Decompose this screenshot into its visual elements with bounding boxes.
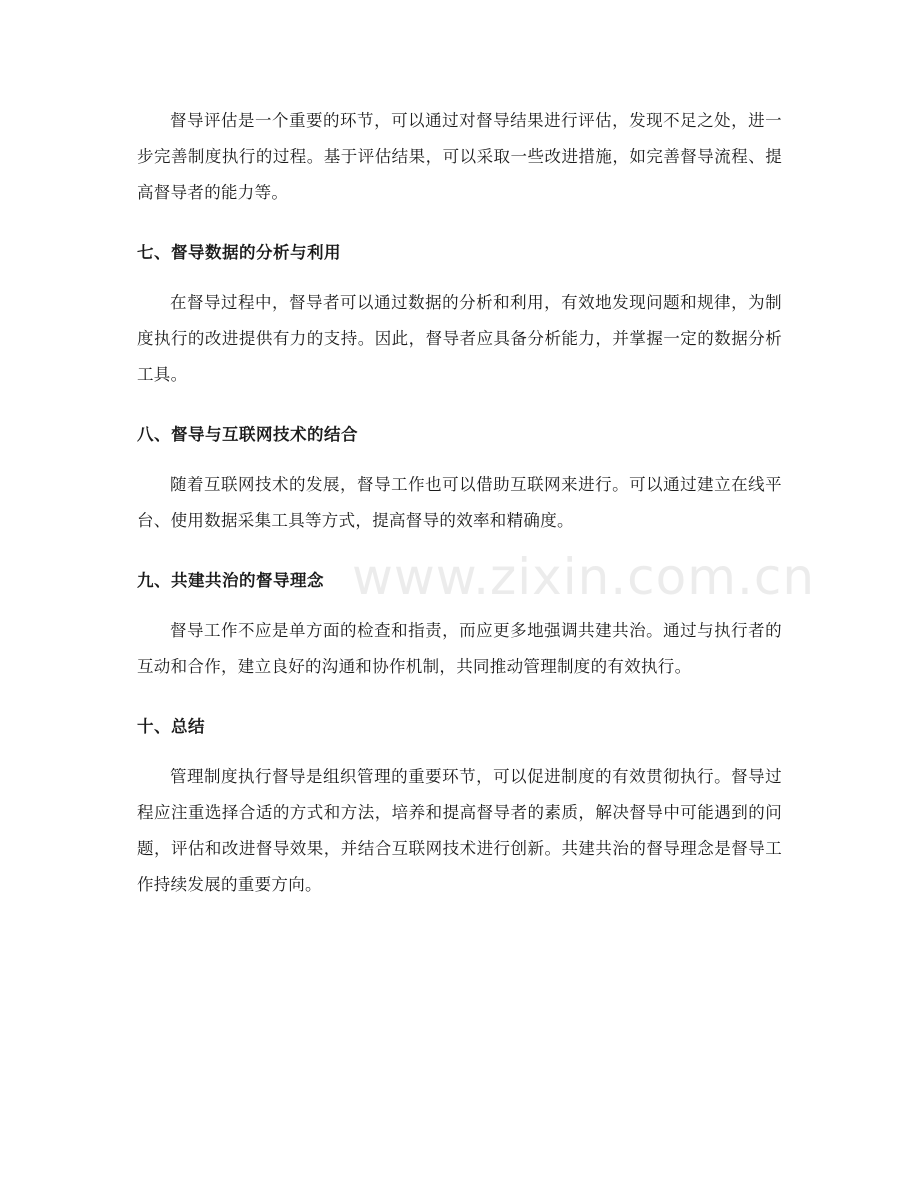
section-body-8: 随着互联网技术的发展，督导工作也可以借助互联网来进行。可以通过建立在线平台、使用数据采集工具等方式，提高督导的效率和精确度。 [137, 475, 782, 530]
section-body-9: 督导工作不应是单方面的检查和指责，而应更多地强调共建共治。通过与执行者的互动和合作，建立良好的沟通和协作机制，共同推动管理制度的有效执行。 [137, 621, 782, 676]
section-heading-7: 七、督导数据的分析与利用 [137, 243, 341, 262]
document-body [137, 103, 782, 903]
section-body-7: 在督导过程中，督导者可以通过数据的分析和利用，有效地发现问题和规律，为制度执行的改进提供有力的支持。因此，督导者应具备分析能力，并掌握一定的数据分析工具。 [137, 293, 782, 384]
section-heading-10: 十、总结 [137, 717, 205, 736]
watermark-text: www.zixin.com.cn [352, 548, 816, 606]
section-heading-9: 九、共建共治的督导理念 [137, 571, 324, 590]
intro-paragraph: 督导评估是一个重要的环节，可以通过对督导结果进行评估，发现不足之处，进一步完善制度执行的过程。基于评估结果，可以采取一些改进措施，如完善督导流程、提高督导者的能力等。 [137, 111, 782, 202]
section-heading-8: 八、督导与互联网技术的结合 [137, 425, 358, 444]
section-body-10: 管理制度执行督导是组织管理的重要环节，可以促进制度的有效贯彻执行。督导过程应注重选择合适的方式和方法，培养和提高督导者的素质，解决督导中可能遇到的问题，评估和改进督导效果，并结合互联网技术进行创新。共建共治的督导理念是督导工作持续发展的重要方向。 [137, 767, 782, 894]
